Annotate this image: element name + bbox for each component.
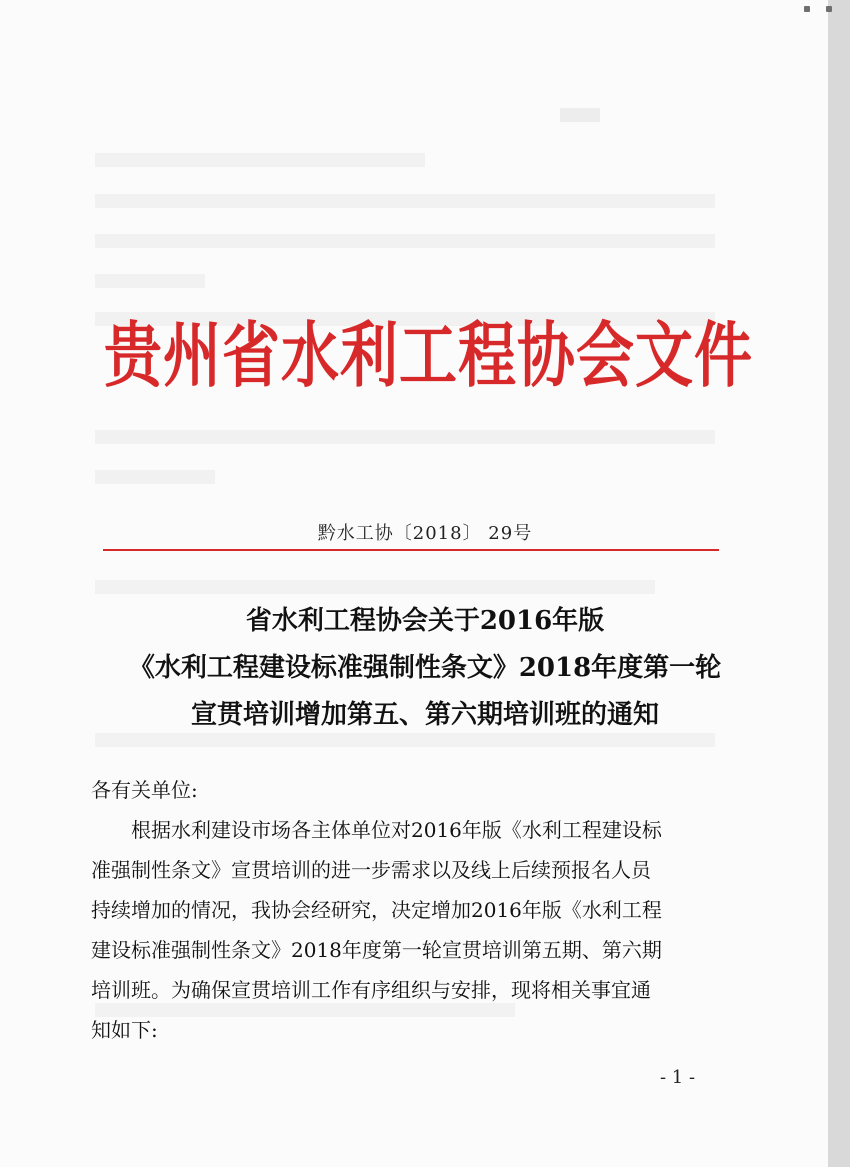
bleed-through-mark [95,153,425,167]
body-paragraph-line: 知如下: [91,1018,158,1042]
notice-title-line: 《水利工程建设标准强制性条文》2018年度第一轮 [128,653,722,683]
bleed-through-mark [95,580,655,594]
bleed-through-mark [95,470,215,484]
notice-title-line: 省水利工程协会关于2016年版 [245,606,605,636]
body-paragraph-line: 建设标准强制性条文》2018年度第一轮宣贯培训第五期、第六期 [91,938,662,962]
red-header-title: 贵州省水利工程协会文件 [104,314,754,398]
document-number: 黔水工协〔2018〕 29号 [317,523,533,544]
scan-mark [826,6,832,12]
body-paragraph-line: 持续增加的情况，我协会经研究，决定增加2016年版《水利工程 [91,898,662,922]
salutation: 各有关单位: [91,778,198,802]
body-paragraph-line: 根据水利建设市场各主体单位对2016年版《水利工程建设标 [131,818,662,842]
red-divider-line [103,549,719,551]
body-paragraph-line: 准强制性条文》宣贯培训的进一步需求以及线上后续预报名人员 [91,858,651,882]
notice-title-line: 宣贯培训增加第五、第六期培训班的通知 [190,700,659,730]
notice-body [91,770,731,1050]
scan-mark [804,6,810,12]
bleed-through-mark [95,194,715,208]
page-number: - 1 - [660,1067,696,1088]
bleed-through-mark [95,234,715,248]
bleed-through-mark [95,430,715,444]
bleed-through-mark [95,274,205,288]
body-paragraph-line: 培训班。为确保宣贯培训工作有序组织与安排，现将相关事宜通 [91,978,651,1002]
scan-edge [828,0,850,1167]
bleed-through-mark [560,108,600,122]
notice-title [80,598,770,739]
